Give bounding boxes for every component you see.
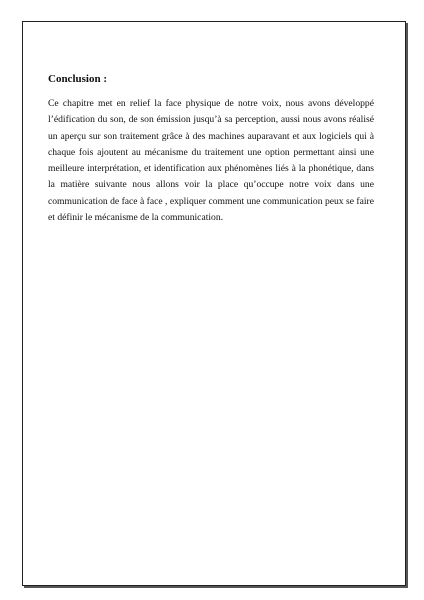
section-heading: Conclusion : [48, 73, 107, 85]
document-content [48, 72, 374, 226]
body-paragraph: Ce chapitre met en relief la face physique de notre voix, nous avons développé l’édification du son, de son émission jusqu’à sa perception, aussi nous avons réalisé un aperçu sur son traitement grâce à des machines auparavant et aux logiciels qui à chaque fois ajoutent au mécanisme du traitement une option permettant ainsi une meilleure interprétation, et identification aux phénomènes liés à la phonétique, dans la matière suivante nous allons voir la place qu’occupe notre voix dans une communication de face à face , expliquer comment une communication peux se faire et définir le mécanisme de la communication. [48, 98, 374, 224]
